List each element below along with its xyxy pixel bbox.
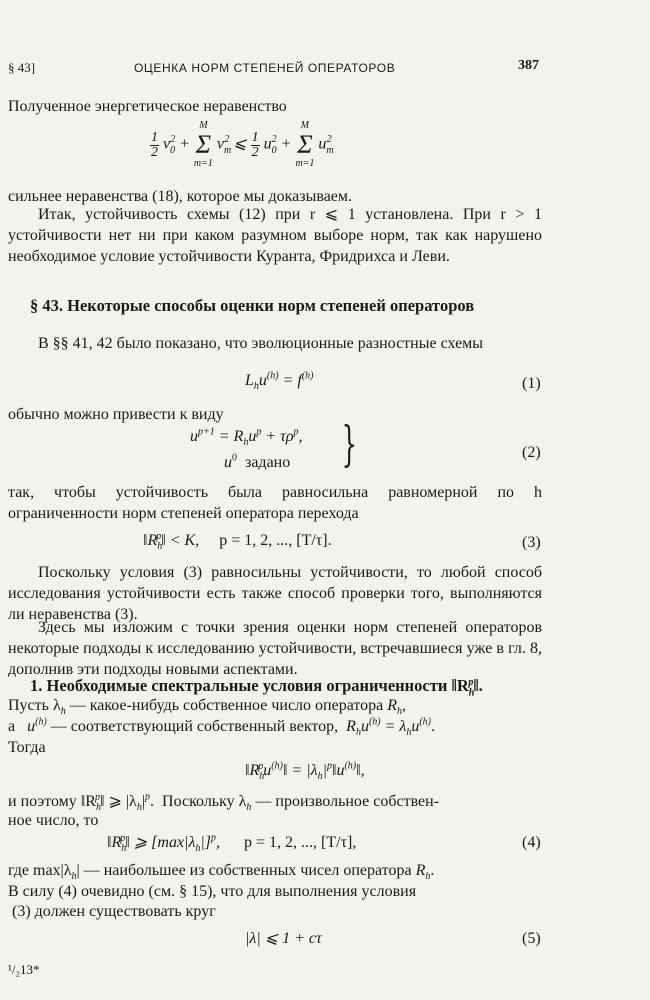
paragraph: Здесь мы изложим с точки зрения оценки норм степеней операторов некоторые подходы к исследованию устойчивости, встречавшиеся уже в гл. 8, дополнив эти подходы новыми аспектами. xyxy=(8,619,542,678)
equation-4: $‖R_h^p‖$ ⩾ $[\max|\lambda_h|]^p$, p = 1, 2, ..., [T/τ], xyxy=(107,832,357,855)
section-heading: § 43. Некоторые способы оценки норм степеней операторов xyxy=(30,296,475,315)
paragraph: Итак, устойчивость схемы (12) при r ⩽ 1 установлена. При r > 1 устойчивости нет ни при каком разумном выборе норм, так как нарушено необходимое условие устойчивости Куранта, Фридрихса и Леви. xyxy=(8,206,542,265)
equation-number: (4) xyxy=(522,834,541,851)
paragraph: Тогда xyxy=(8,739,46,756)
equation-number: (5) xyxy=(522,930,541,947)
paragraph: и поэтому $‖R_h^p‖$ ⩾ $|\lambda_h|^p$. Поскольку $\lambda_h$ — произвольное собствен- xyxy=(8,791,440,814)
paragraph: сильнее неравенства (18), которое мы доказываем. xyxy=(8,188,353,205)
paragraph: Поскольку условия (3) равносильны устойчивости, то любой способ исследования устойчивости есть также способ проверки того, выполняются ли неравенства (3). xyxy=(8,564,542,623)
running-title: ОЦЕНКА НОРМ СТЕПЕНЕЙ ОПЕРАТОРОВ xyxy=(134,61,396,75)
equation-5: |λ| ⩽ 1 + cτ xyxy=(245,930,322,947)
paragraph: обычно можно привести к виду xyxy=(8,406,224,423)
paragraph: так, чтобы устойчивость была равносильна равномерной по h ограниченности норм степеней оператора перехода xyxy=(8,484,542,522)
equation-2-line-1: $u^{p+1} = R_hu^p + \tau\rho^p$, xyxy=(190,426,303,449)
paragraph: где $\max|\lambda_h|$ — наибольшее из собственных чисел оператора $R_h$. xyxy=(8,862,435,883)
paragraph: а $u^{(h)}$ — соответствующий собственный вектор, $R_hu^{(h)} = \lambda_hu^{(h)}$. xyxy=(8,716,436,739)
equation-number: (3) xyxy=(522,534,541,551)
paragraph: В §§ 41, 42 было показано, что эволюционные разностные схемы xyxy=(38,335,484,352)
printer-signature: ¹/₂13* xyxy=(8,962,40,977)
equation-unnumbered: $‖R_h^pu^{(h)}‖$ = $|\lambda_h|^p‖u^{(h)}‖$, xyxy=(245,760,365,783)
paragraph: В силу (4) очевидно (см. § 15), что для выполнения условия xyxy=(8,883,417,900)
paragraph: ное число, то xyxy=(8,812,99,829)
equation-number: (2) xyxy=(522,444,541,461)
header-section-ref: § 43] xyxy=(8,60,36,75)
paragraph: Пусть $\lambda_h$ — какое-нибудь собственное число оператора $R_h$, xyxy=(8,697,407,718)
page-number: 387 xyxy=(518,58,539,73)
subsection-heading: 1. Необходимые спектральные условия ограниченности $‖R_h^p‖$. xyxy=(30,676,483,699)
brace: } xyxy=(341,416,357,472)
equation-number: (1) xyxy=(522,375,541,392)
equation-2-line-2: $u^0$ задано xyxy=(224,452,291,471)
paragraph: (3) должен существовать круг xyxy=(12,903,216,920)
energy-inequality: $\frac{1}{2}$ $v_0^2$ + M Σ m=1 $v_m^2$ ⩽ $\frac{1}{2}$ $u_0^2$ + M Σ m=1 $u_m^2$ xyxy=(151,120,334,169)
equation-1: $L_hu^{(h)} = f^{(h)}$ xyxy=(245,370,314,393)
paragraph: Полученное энергетическое неравенство xyxy=(8,98,287,115)
equation-3: $‖R_h^p‖ < K$, p = 1, 2, ..., [T/τ]. xyxy=(143,530,332,553)
